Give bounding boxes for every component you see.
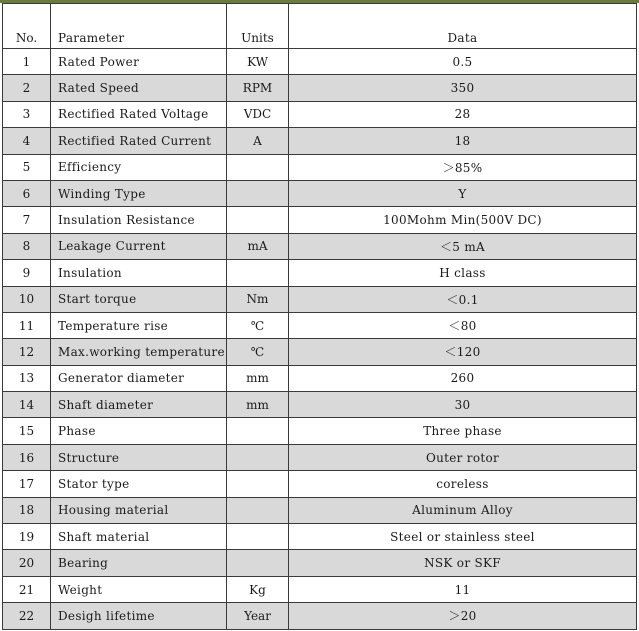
parameter-cell: Rectified Rated Current [51, 128, 227, 154]
header-no: No. [3, 4, 51, 49]
header-parameter: Parameter [51, 4, 227, 49]
parameter-cell: Generator diameter [51, 365, 227, 391]
units-cell: mm [227, 365, 289, 391]
table-row [3, 233, 637, 259]
table-row [3, 101, 637, 127]
row-number: 5 [3, 154, 51, 180]
row-number: 8 [3, 233, 51, 259]
table-row [3, 524, 637, 550]
row-number: 17 [3, 471, 51, 497]
data-cell: 100Mohm Min(500V DC) [289, 207, 637, 233]
parameter-cell: Winding Type [51, 180, 227, 206]
parameter-cell: Max.working temperature [51, 339, 227, 365]
row-number: 21 [3, 576, 51, 602]
row-number: 13 [3, 365, 51, 391]
units-cell: RPM [227, 75, 289, 101]
units-cell [227, 550, 289, 576]
parameter-cell: Rated Speed [51, 75, 227, 101]
table-row [3, 497, 637, 523]
spec-table [2, 3, 637, 630]
parameter-cell: Efficiency [51, 154, 227, 180]
row-number: 4 [3, 128, 51, 154]
table-row [3, 392, 637, 418]
table-row [3, 286, 637, 312]
parameter-cell: Start torque [51, 286, 227, 312]
data-cell: H class [289, 260, 637, 286]
data-cell: 28 [289, 101, 637, 127]
units-cell: mm [227, 392, 289, 418]
parameter-cell: Insulation Resistance [51, 207, 227, 233]
table-row [3, 260, 637, 286]
data-cell: Y [289, 180, 637, 206]
row-number: 14 [3, 392, 51, 418]
table-row [3, 180, 637, 206]
data-cell: 260 [289, 365, 637, 391]
units-cell: Kg [227, 576, 289, 602]
table-row [3, 49, 637, 75]
row-number: 16 [3, 444, 51, 470]
row-number: 7 [3, 207, 51, 233]
row-number: 2 [3, 75, 51, 101]
data-cell: NSK or SKF [289, 550, 637, 576]
row-number: 9 [3, 260, 51, 286]
data-cell: ＜80 [289, 312, 637, 338]
units-cell: ℃ [227, 312, 289, 338]
units-cell [227, 180, 289, 206]
parameter-cell: Temperature rise [51, 312, 227, 338]
table-row [3, 471, 637, 497]
data-cell: ＜5 mA [289, 233, 637, 259]
data-cell: ＞20 [289, 603, 637, 629]
header-row [3, 4, 637, 49]
units-cell: VDC [227, 101, 289, 127]
table-row [3, 128, 637, 154]
data-cell: Aluminum Alloy [289, 497, 637, 523]
table-row [3, 418, 637, 444]
units-cell [227, 497, 289, 523]
units-cell [227, 154, 289, 180]
units-cell: mA [227, 233, 289, 259]
data-cell: ＞85% [289, 154, 637, 180]
data-cell: ＜120 [289, 339, 637, 365]
parameter-cell: Housing material [51, 497, 227, 523]
table-row [3, 444, 637, 470]
table-row [3, 339, 637, 365]
table-row [3, 365, 637, 391]
units-cell [227, 524, 289, 550]
row-number: 11 [3, 312, 51, 338]
row-number: 10 [3, 286, 51, 312]
table-row [3, 550, 637, 576]
data-cell: Outer rotor [289, 444, 637, 470]
row-number: 15 [3, 418, 51, 444]
parameter-cell: Bearing [51, 550, 227, 576]
header-data: Data [289, 4, 637, 49]
table-row [3, 207, 637, 233]
parameter-cell: Shaft diameter [51, 392, 227, 418]
data-cell: 0.5 [289, 49, 637, 75]
parameter-cell: Weight [51, 576, 227, 602]
data-cell: Three phase [289, 418, 637, 444]
units-cell: Nm [227, 286, 289, 312]
data-cell: coreless [289, 471, 637, 497]
units-cell: ℃ [227, 339, 289, 365]
data-cell: 30 [289, 392, 637, 418]
row-number: 22 [3, 603, 51, 629]
parameter-cell: Desigh lifetime [51, 603, 227, 629]
parameter-cell: Phase [51, 418, 227, 444]
data-cell: 11 [289, 576, 637, 602]
row-number: 1 [3, 49, 51, 75]
table-row [3, 154, 637, 180]
table-row [3, 576, 637, 602]
parameter-cell: Structure [51, 444, 227, 470]
units-cell [227, 444, 289, 470]
spec-table-body [3, 4, 637, 630]
header-units: Units [227, 4, 289, 49]
data-cell: 350 [289, 75, 637, 101]
units-cell: Year [227, 603, 289, 629]
parameter-cell: Rectified Rated Voltage [51, 101, 227, 127]
row-number: 3 [3, 101, 51, 127]
units-cell: KW [227, 49, 289, 75]
row-number: 6 [3, 180, 51, 206]
data-cell: ＜0.1 [289, 286, 637, 312]
table-row [3, 312, 637, 338]
units-cell [227, 207, 289, 233]
units-cell: A [227, 128, 289, 154]
parameter-cell: Rated Power [51, 49, 227, 75]
row-number: 18 [3, 497, 51, 523]
row-number: 12 [3, 339, 51, 365]
units-cell [227, 418, 289, 444]
parameter-cell: Stator type [51, 471, 227, 497]
row-number: 20 [3, 550, 51, 576]
units-cell [227, 260, 289, 286]
data-cell: 18 [289, 128, 637, 154]
table-row [3, 603, 637, 629]
row-number: 19 [3, 524, 51, 550]
parameter-cell: Shaft material [51, 524, 227, 550]
data-cell: Steel or stainless steel [289, 524, 637, 550]
units-cell [227, 471, 289, 497]
table-row [3, 75, 637, 101]
parameter-cell: Leakage Current [51, 233, 227, 259]
parameter-cell: Insulation [51, 260, 227, 286]
